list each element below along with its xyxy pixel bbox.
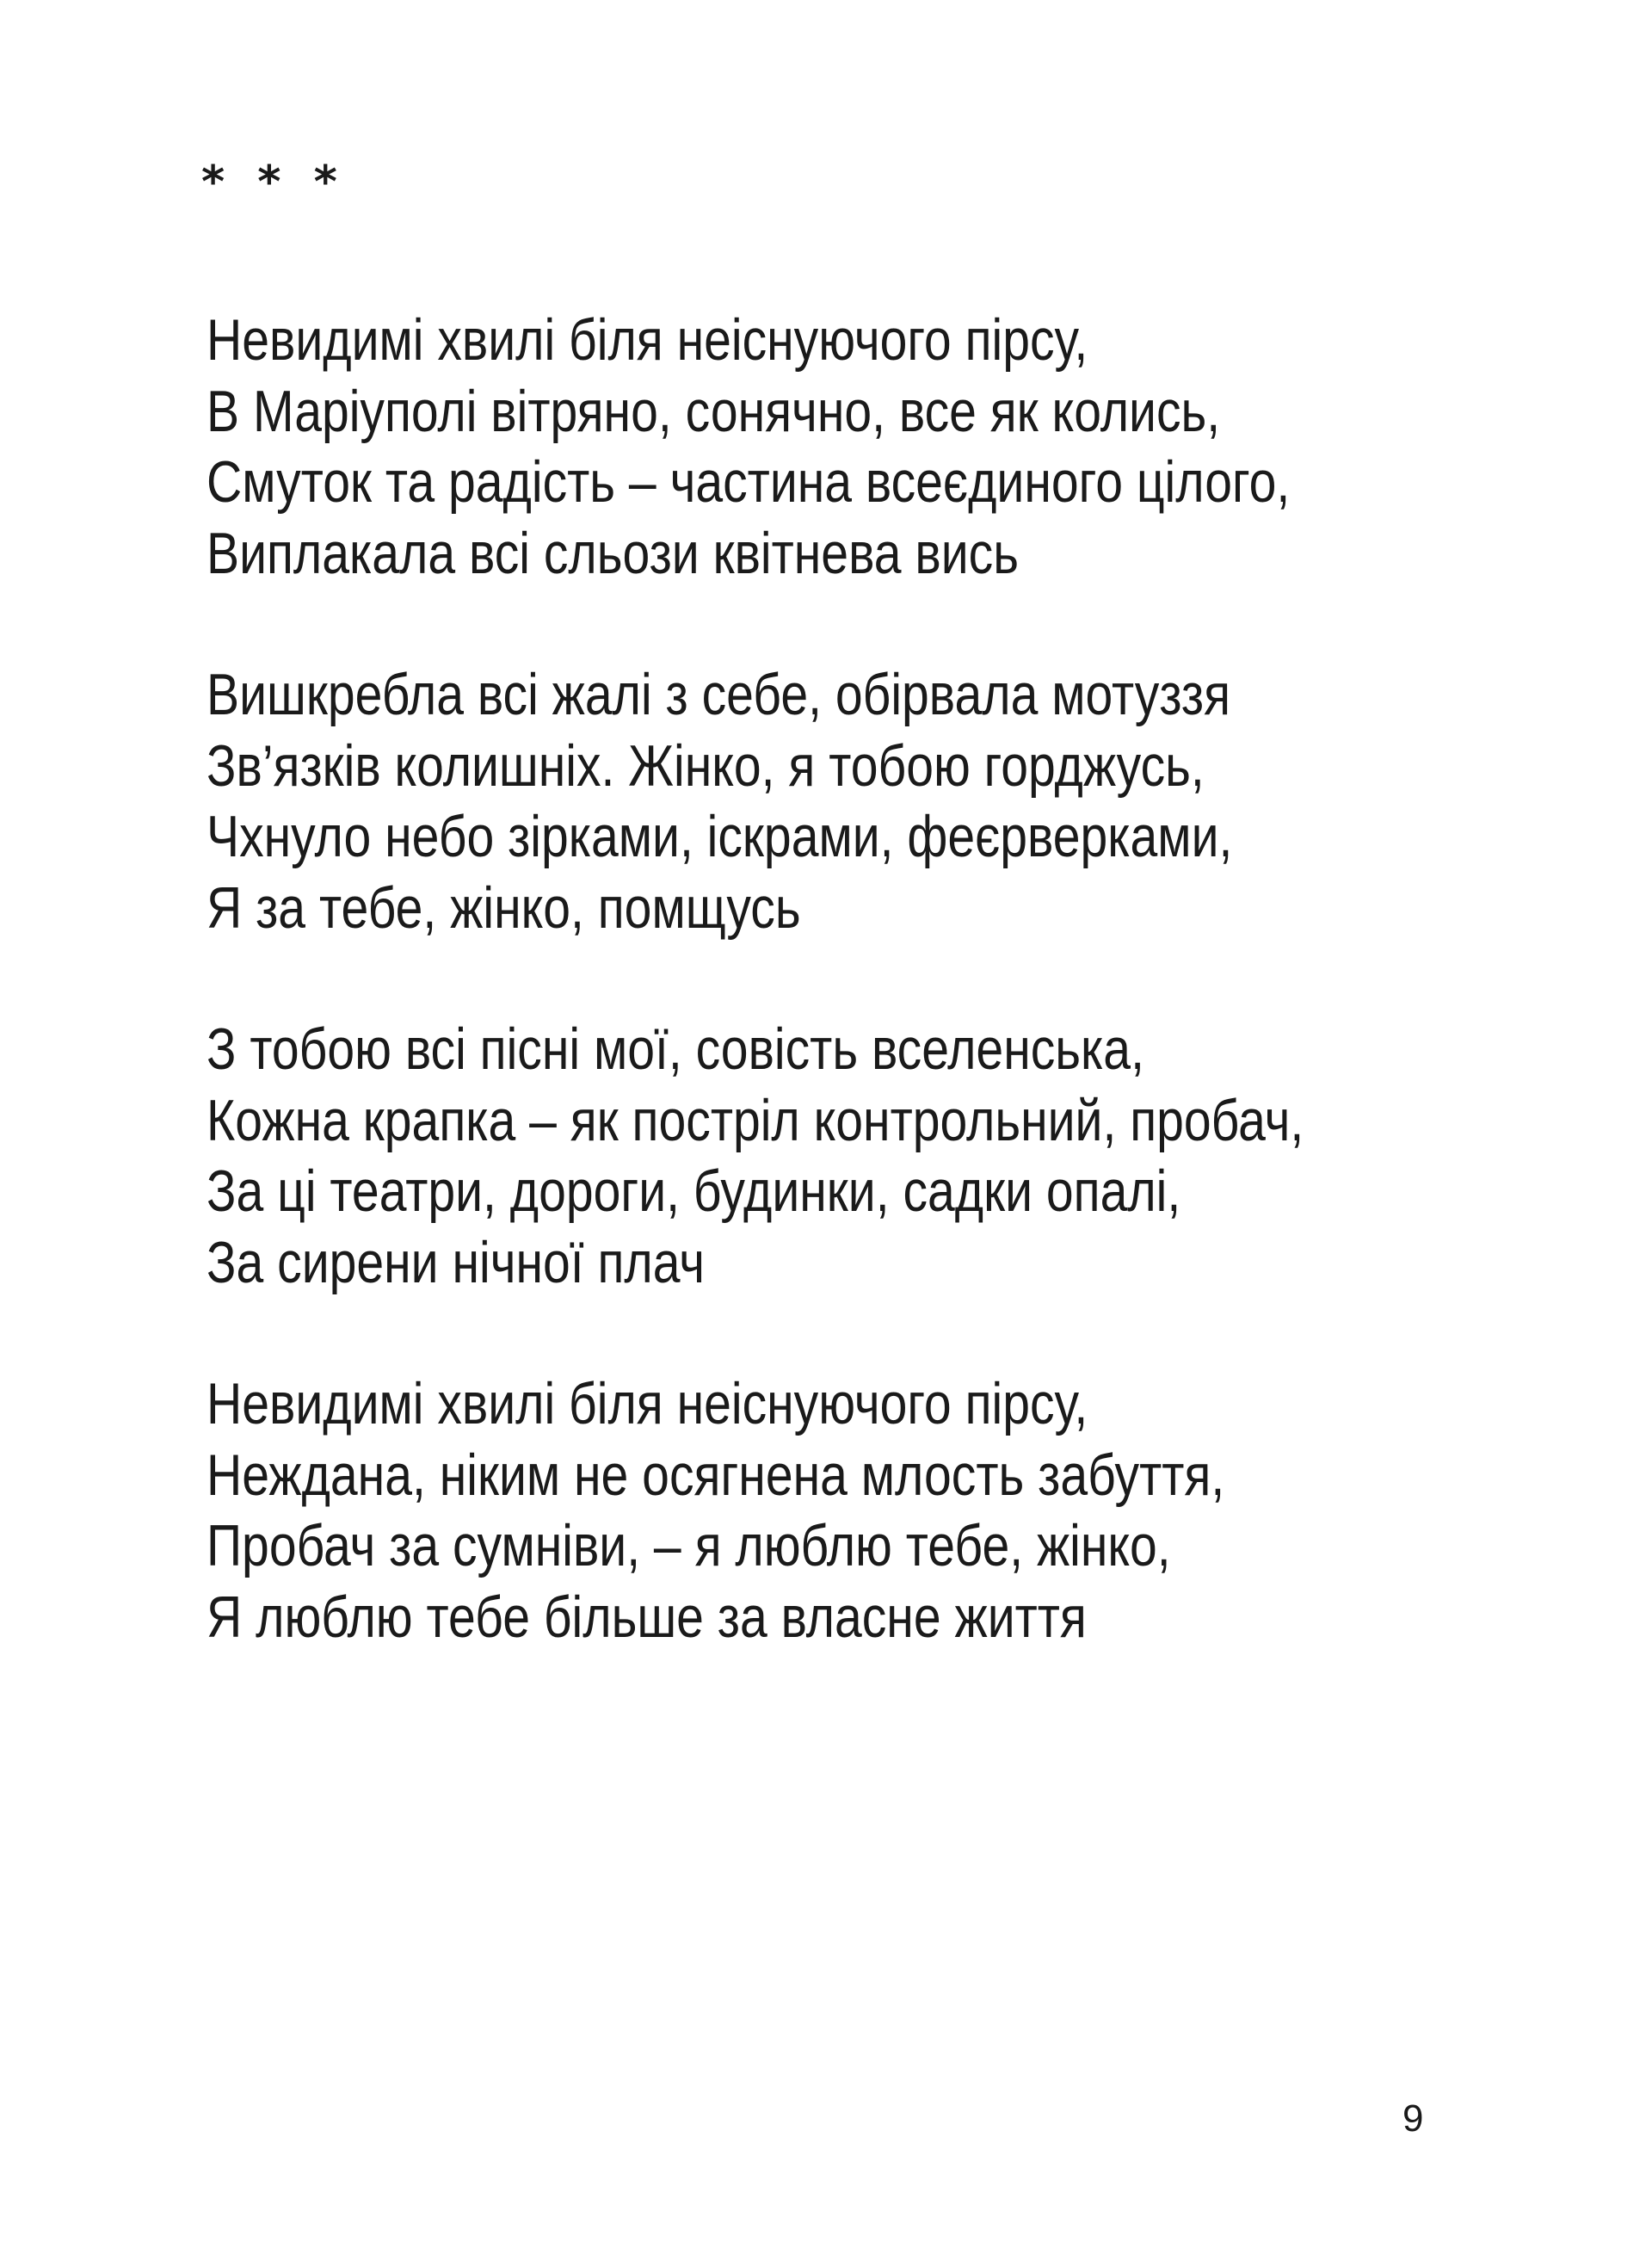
poem-line: За ці театри, дороги, будинки, садки опалі, — [206, 1158, 1181, 1224]
poem-line: Смуток та радість – частина всеєдиного цілого, — [206, 449, 1291, 515]
poem-line: Невидимі хвилі біля неіснуючого пірсу, — [206, 1371, 1088, 1436]
poem-line: Виплакала всі сльози квітнева вись — [206, 521, 1019, 586]
poem-line: В Маріуполі вітряно, сонячно, все як колись, — [206, 379, 1221, 444]
poem-line: Неждана, ніким не осягнена млость забуття, — [206, 1442, 1225, 1508]
poem-line: Невидимі хвилі біля неіснуючого пірсу, — [206, 307, 1088, 373]
poem-line: За сирени нічної плач — [206, 1230, 706, 1295]
poem-line: Вишкребла всі жалі з себе, обірвала мотуззя — [206, 662, 1231, 727]
poem-line: З тобою всі пісні мої, совість вселенська, — [206, 1016, 1144, 1082]
poem-line: Я за тебе, жінко, помщусь — [206, 875, 801, 941]
poem-line: Я люблю тебе більше за власне життя — [206, 1584, 1087, 1650]
page-number: 9 — [1402, 2097, 1424, 2140]
poem-line: Пробач за сумніви, – я люблю тебе, жінко, — [206, 1513, 1171, 1578]
section-separator: * * * — [201, 157, 346, 208]
poem-line: Чхнуло небо зірками, іскрами, феєрверками, — [206, 804, 1233, 869]
poem-line: Зв’язків колишніх. Жінко, я тобою горджусь, — [206, 733, 1205, 799]
poem-line: Кожна крапка – як постріл контрольний, пробач, — [206, 1088, 1304, 1153]
